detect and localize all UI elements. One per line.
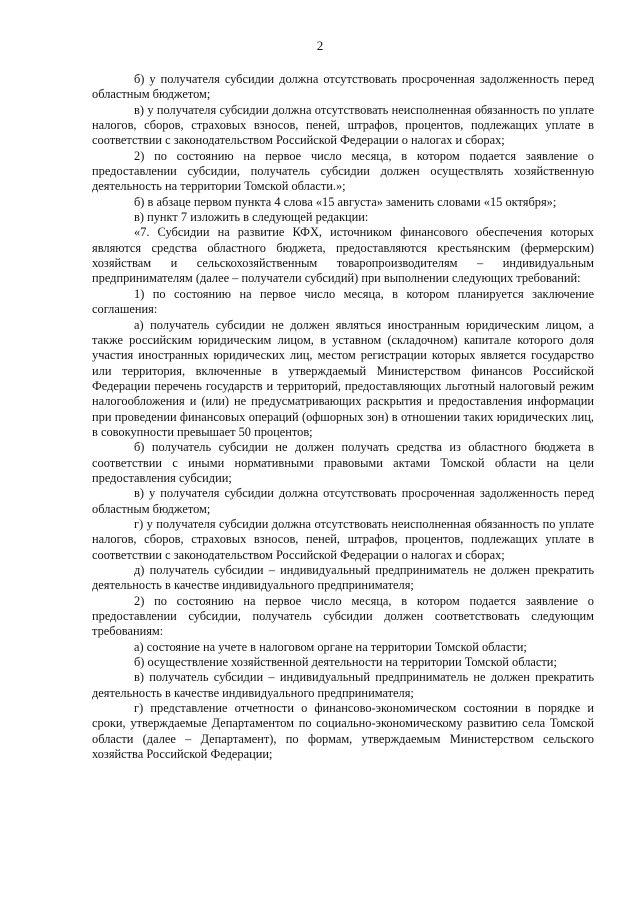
paragraph-item-2-application-requirements: 2) по состоянию на первое число месяца, в котором подается заявление о предоставлении субсидии, получатель субсидии должен соответствовать следующим требованиям:: [92, 593, 594, 639]
paragraph-item-1-agreement-conditions: 1) по состоянию на первое число месяца, в котором планируется заключение соглашения:: [92, 286, 594, 317]
paragraph-point-7-intro: «7. Субсидии на развитие КФХ, источником финансового обеспечения которых являются средства областного бюджета, предоставляются крестьянским (фермерским) хозяйствам и сельскохозяйственным товаропроизводителям – индивидуальным предпринимателям (далее – получатели субсидий) при выполнении следующих требований:: [92, 225, 594, 286]
paragraph-subitem-v-overdue-debt: в) у получателя субсидии должна отсутствовать просроченная задолженность перед областным бюджетом;: [92, 486, 594, 516]
paragraph-subitem-b-economic-activity: б) осуществление хозяйственной деятельности на территории Томской области;: [134, 655, 557, 670]
paragraph-subitem-d-entrepreneur-activity: д) получатель субсидии – индивидуальный предприниматель не должен прекратить деятельность в качестве индивидуального предпринимателя;: [92, 563, 594, 593]
paragraph-subitem-v-entrepreneur-activity: в) получатель субсидии – индивидуальный предприниматель не должен прекратить деятельность в качестве индивидуального предпринимателя;: [92, 670, 594, 700]
paragraph-item-2-economic-activity: 2) по состоянию на первое число месяца, в котором подается заявление о предоставлении субсидии, получатель субсидии должен осуществлять хозяйственную деятельность на территории Томской области.»;: [92, 148, 594, 194]
document-body: [92, 72, 594, 762]
paragraph-amendment-b-date-change: б) в абзаце первом пункта 4 слова «15 августа» заменить словами «15 октября»;: [134, 194, 557, 209]
paragraph-subitem-b-other-funding: б) получатель субсидии не должен получать средства из областного бюджета в соответствии с иными нормативными правовыми актами Томской области на цели предоставления субсидии;: [92, 440, 594, 485]
paragraph-subitem-g-reporting: г) представление отчетности о финансово-экономическом состоянии в порядке и сроки, утверждаемые Департаментом по социально-экономическому развитию села Томской области (далее – Департамент), по формам, утверждаемым Министерством сельского хозяйства Российской Федерации;: [92, 701, 594, 762]
paragraph-amendment-v-point-7: в) пункт 7 изложить в следующей редакции:: [134, 210, 369, 225]
paragraph-subitem-a-foreign-entity: а) получатель субсидии не должен являться иностранным юридическим лицом, а также российским юридическим лицом, в уставном (складочном) капитале которого доля участия иностранных юридических лиц, местом регистрации которых является государство или территория, включенные в утверждаемый Министерством финансов Российской Федерации перечень государств и территорий, предоставляющих льготный налоговый режим налогообложения и (или) не предусматривающих раскрытия и предоставления информации при проведении финансовых операций (офшорных зон) в отношении таких юридических лиц, в совокупности превышает 50 процентов;: [92, 317, 594, 439]
paragraph-subitem-a-tax-registration: а) состояние на учете в налоговом органе на территории Томской области;: [134, 639, 527, 654]
paragraph-subitem-b-no-overdue-debt: б) у получателя субсидии должна отсутствовать просроченная задолженность перед областным бюджетом;: [92, 72, 594, 102]
paragraph-subitem-v-no-tax-obligations: в) у получателя субсидии должна отсутствовать неисполненная обязанность по уплате налогов, сборов, страховых взносов, пеней, штрафов, процентов, подлежащих уплате в соответствии с законодательством Российской Федерации о налогах и сборах;: [92, 102, 594, 148]
page-number: 2: [316, 38, 324, 53]
paragraph-subitem-g-tax-obligations: г) у получателя субсидии должна отсутствовать неисполненная обязанность по уплате налогов, сборов, страховых взносов, пеней, штрафов, процентов, подлежащих уплате в соответствии с законодательством Российской Федерации о налогах и сборах;: [92, 516, 594, 562]
